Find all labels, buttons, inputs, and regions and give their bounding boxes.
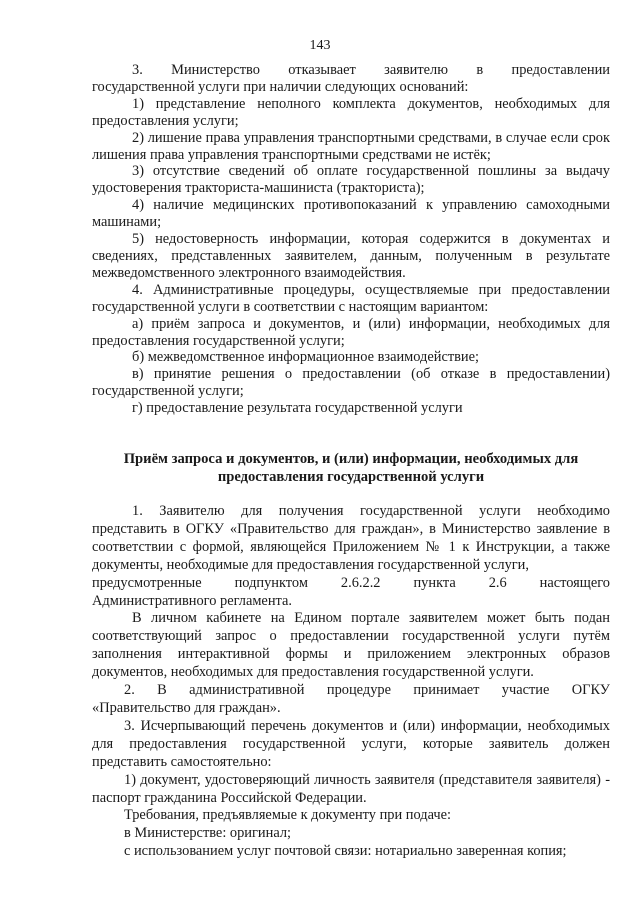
list-item: 3) отсутствие сведений об оплате государственной пошлины за выдачу удостоверения тракториста-машиниста (тракториста);: [92, 163, 610, 197]
section-2: [92, 503, 610, 861]
list-item: 5) недостоверность информации, которая содержится в документах и сведениях, представленных заявителем, данным, полученным в результате межведомственного электронного взаимодействия.: [92, 231, 610, 281]
paragraph-3: 3. Исчерпывающий перечень документов и (или) информации, необходимых для предоставления государственной услуги, которые заявитель должен представить самостоятельно:: [92, 717, 610, 770]
spacer: [92, 486, 610, 503]
section-heading: [92, 450, 610, 486]
paragraph-2-end: «Правительство для граждан».: [92, 700, 281, 716]
spacer: [92, 417, 610, 450]
list-item: а) приём запроса и документов, и (или) информации, необходимых для предоставления государственной услуги;: [92, 315, 610, 349]
paragraph-1b: В личном кабинете на Едином портале заявителем может быть подан соответствующий запрос о предоставлении государственной услуги путём заполнения интерактивной формы и приложением электронных образов документов, необходимых для предоставления государственной услуги.: [92, 610, 610, 681]
requirements-line: Требования, предъявляемые к документу при подаче:: [124, 807, 451, 824]
heading-line-2: предоставления государственной услуги: [217, 469, 485, 486]
paragraph-3-lead: 3. Министерство отказывает заявителю в предоставлении: [132, 62, 610, 78]
document-item-1: 1) документ, удостоверяющий личность заявителя (представителя заявителя) - паспорт гражданина Российской Федерации.: [92, 771, 610, 806]
heading-line-1: Приём запроса и документов, и (или) информации, необходимых для: [123, 451, 579, 468]
paragraph-2-lead: 2. В административной процедуре принимает участие ОГКУ: [124, 682, 610, 699]
list-item: в) принятие решения о предоставлении (об отказе в предоставлении) государственной услуги;: [92, 366, 610, 400]
list-item: 2) лишение права управления транспортными средствами, в случае если срок лишения права управления транспортными средствами не истёк;: [92, 129, 610, 163]
paragraph-3-continuation: государственной услуги при наличии следующих оснований:: [92, 78, 469, 95]
postal-line: с использованием услуг почтовой связи: нотариально заверенная копия;: [124, 843, 567, 860]
list-item: г) предоставление результата государственной услуги: [132, 400, 463, 417]
document-body: [92, 62, 610, 861]
paragraph-1-reference: предусмотренные подпунктом 2.6.2.2 пункта 2.6 настоящего: [92, 574, 610, 591]
paragraph-1-end: Административного регламента.: [92, 592, 292, 609]
list-item: 4) наличие медицинских противопоказаний к управлению самоходными машинами;: [92, 197, 610, 231]
paragraph-1: 1. Заявителю для получения государственной услуги необходимо представить в ОГКУ «Правительство для граждан», в Министерство заявление в соответствии с формой, являющейся Приложением № 1 к Инструкции, а также документы, необходимые для предоставления государственной услуги,: [92, 503, 610, 573]
page-number: 143: [309, 38, 331, 53]
list-item: б) межведомственное информационное взаимодействие;: [132, 349, 480, 366]
ministry-line: в Министерстве: оригинал;: [124, 825, 292, 842]
list-item: 1) представление неполного комплекта документов, необходимых для предоставления услуги;: [92, 95, 610, 129]
paragraph-4: 4. Административные процедуры, осуществляемые при предоставлении государственной услуги в соответствии с настоящим вариантом:: [92, 281, 610, 315]
